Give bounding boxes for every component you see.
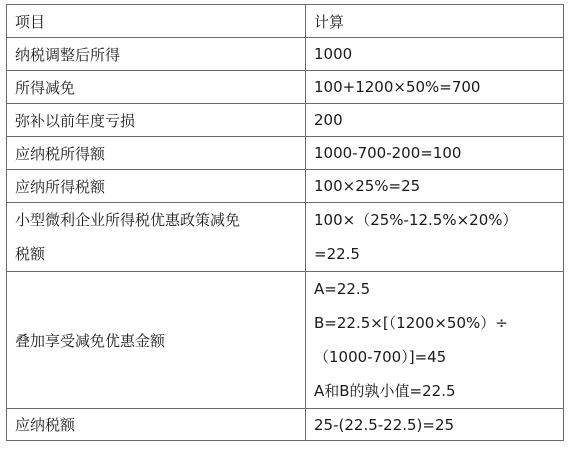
table-row	[7, 272, 564, 409]
item-cell: 纳税调整后所得	[7, 38, 306, 71]
table-row	[7, 71, 564, 104]
calc-cell: 200	[306, 104, 564, 137]
calc-line: A和B的孰小值=22.5	[314, 382, 456, 400]
table-header-row	[7, 5, 564, 38]
calc-line: （1000-700）]=45	[314, 348, 447, 366]
table-row	[7, 409, 564, 441]
item-cell: 应纳税所得额	[7, 137, 306, 170]
header-calc-cell: 计算	[306, 5, 564, 38]
calc-cell: 25-(22.5-22.5)=25	[306, 409, 564, 441]
table-row	[7, 137, 564, 170]
calc-cell	[306, 203, 564, 272]
calc-line: 100×（25%-12.5%×20%）	[314, 211, 518, 229]
item-cell	[7, 203, 306, 272]
calc-cell: 1000-700-200=100	[306, 137, 564, 170]
tax-calculation-table	[6, 4, 564, 441]
table-row	[7, 104, 564, 137]
calc-cell: 1000	[306, 38, 564, 71]
item-cell: 叠加享受减免优惠金额	[7, 272, 306, 409]
calc-line: A=22.5	[314, 280, 371, 298]
table-row	[7, 38, 564, 71]
item-cell: 应纳税额	[7, 409, 306, 441]
calc-cell	[306, 272, 564, 409]
calc-line: B=22.5×[（1200×50%）÷	[314, 314, 508, 332]
item-cell: 所得减免	[7, 71, 306, 104]
item-line: 小型微利企业所得税优惠政策减免	[15, 211, 241, 229]
item-line: 税额	[15, 245, 46, 263]
table-row	[7, 170, 564, 203]
table-row	[7, 203, 564, 272]
item-cell: 应纳所得税额	[7, 170, 306, 203]
calc-cell: 100+1200×50%=700	[306, 71, 564, 104]
header-item-cell: 项目	[7, 5, 306, 38]
item-cell: 弥补以前年度亏损	[7, 104, 306, 137]
calc-cell: 100×25%=25	[306, 170, 564, 203]
calc-line: =22.5	[314, 245, 360, 263]
